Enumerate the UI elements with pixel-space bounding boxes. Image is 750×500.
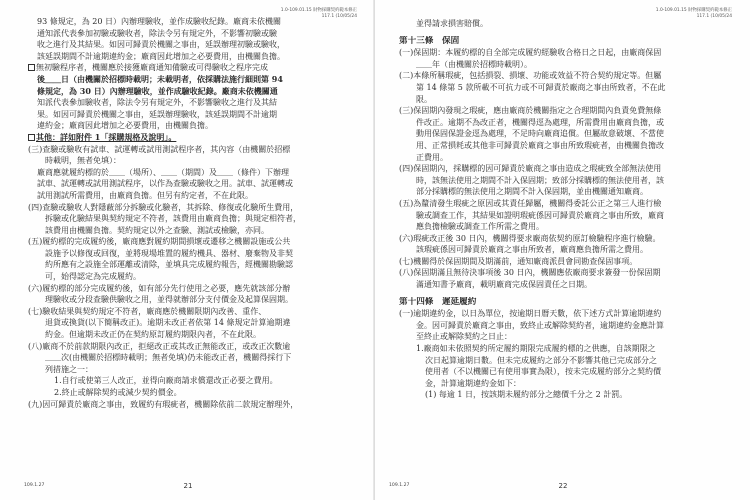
text-line: 次日起算逾期日數。但未完成履約之部分不影響其他已完成部分之 (425, 355, 657, 365)
text-line: 該延誤期間不計逾期違約金；廠商因此增加之必要費用，由機關負擔。 (37, 51, 285, 61)
list-item: 1.廠商如未依照契約所定履約期限完成履約標的之供應，自該期限之 (416, 344, 656, 354)
text-line: 無初驗程序者，機關應於接獲廠商通知備驗或可得驗收之程序完成 (36, 63, 268, 73)
text-line: 動用保固保證金逕為處理，不足時向廠商追償。但屬故意破壞、不當使 (416, 129, 664, 139)
text-line: 部分採購標的無法使用之期間不計入保固期，並由機關通知廠商。 (416, 187, 648, 197)
text-line: 知派代表參加驗收者，除法令另有規定外，不影響驗收之進行及其結 (37, 98, 277, 108)
clause-3: (三)查驗或驗收有試車、試運轉或試用測試程序者，其內容（由機關於招標 (28, 144, 291, 154)
text-line: 限。 (416, 94, 432, 104)
clause-5: (五)履約標的完成履約後，廠商應對履約期間損壞或遷移之機關設施或公共 (28, 237, 291, 247)
text-line: 使用者（不以機關已有使用事實為限），按未完成履約部分之契約價 (425, 367, 661, 377)
text-line: 條規定，為 30 日）內辦理驗收，並作成驗收紀錄。廠商未依機關通 (37, 85, 278, 96)
text-line: 金，計算逾期違約金如下： (425, 378, 521, 388)
clause-6: (六)履約標的部分完成履約後，如有部分先行使用之必要，應先就該部分辦 (28, 283, 291, 293)
text-line: 時，該無法使用之期間不計入保固期；致部分採購標的無法使用者，該 (416, 175, 664, 185)
text-line: 正費用。 (416, 152, 448, 162)
clause-7: (七)驗收結果與契約規定不符者，廠商應於機關限期內改善、重作、 (28, 306, 267, 316)
text-line: 驗或調查工作，其結果如證明瑕疵係因可歸責於廠商之事由所致，廠商 (416, 210, 664, 220)
text-line: 退貨或換貨(以下簡稱改正)。逾期未改正者依第 14 條規定計算逾期違 (45, 318, 291, 328)
checkbox-icon (28, 134, 35, 141)
text-line: 列措施之一： (45, 364, 93, 374)
clause-1: (一)逾期違約金，以日為單位，按逾期日曆天數，依下述方式計算逾期違約 (399, 309, 662, 319)
list-item: 1.自行或使第三人改正，並得向廠商請求償還改正必要之費用。 (54, 376, 278, 386)
article-13-heading: 第十三條 保固 (399, 35, 460, 46)
text-line: 設施予以修復或回復，並將現場堆置的履約機具、器材、廢棄物及非契 (45, 248, 293, 258)
page-22 (375, 0, 750, 500)
clause-6: (六)瑕疵改正後 30 日內，機關得要求廠商依契約原訂檢驗程序進行檢驗。 (399, 233, 661, 243)
page-body (28, 16, 358, 410)
running-head: 1.0-109.01.15 財物採購契約範本修正 117.1 (10/05/24 (280, 8, 357, 20)
text-line: 滿通知書予廠商，載明廠商完成保固責任之日期。 (416, 280, 592, 290)
text-line: 通知派代表參加初驗或驗收者，除法令另有規定外，不影響初驗或驗 (37, 28, 277, 38)
text-line: ＿＿次(由機關於招標時載明；無者免填)仍未能改正者，機關得採行下 (45, 353, 292, 363)
page-body (399, 18, 735, 401)
clause-4: (四)查驗或驗收人對隱蔽部分拆驗或化驗者，其拆除、修復或化驗所生費用， (28, 202, 299, 212)
text-line: 該瑕疵係因可歸責於廠商之事由所致者，廠商應負擔所需之費用。 (416, 245, 648, 255)
text-line: 拆驗或化驗結果與契約規定不符者，該費用由廠商負擔；與規定相符者， (45, 214, 301, 224)
clause-3: (三)保固期內發現之瑕疵，應由廠商於機關指定之合理期間內負責免費無條 (399, 106, 662, 116)
clause-7: (七)機關得於保固期間及期滿前，通知廠商派員會同勘查保固事項。 (399, 256, 638, 266)
text-line: 違約金；廠商因此增加之必要費用，由機關負擔。 (37, 121, 213, 131)
clause-4: (四)保固期內，採購標的因可歸責於廠商之事由造成之瑕疵致全部無法使用 (399, 164, 662, 174)
list-item: (1) 每逾 1 日，按該期未履約部分之總價千分之 2 計罰。 (425, 390, 628, 400)
clause-8: (八)保固期滿且無待決事項後 30 日內，機關應依廠商要求簽發一份保固期 (399, 268, 661, 278)
text-line: 93 條規定，為 20 日）內辦理驗收，並作成驗收紀錄。廠商未依機關 (37, 17, 281, 26)
running-head: 1.0-109.01.15 財物採購契約範本修正 117.1 (10/05/24 (655, 8, 732, 20)
text-line: 第 14 條第 5 款所載不可抗力或不可歸責於廠商之事由所致者，不在此 (416, 82, 666, 92)
text-line: 並得請求損害賠償。 (416, 19, 488, 28)
text-line: 時載明，無者免填）： (45, 156, 121, 166)
text-line: 件改正。逾期不為改正者，機關得逕為處理，所需費用由廠商負擔，或 (416, 117, 664, 127)
checkbox-icon (28, 64, 35, 71)
list-item: 2.終止或解除契約或減少契約價金。 (54, 388, 182, 397)
footer-date: 109.1.27 (24, 483, 45, 488)
page-number: 21 (183, 482, 193, 490)
clause-8: (八)廠商不於前款期限內改正，拒絕改正或其改正無能改正，或改正次數逾 (28, 341, 291, 351)
text-line: 廠商應就履約標的於＿＿（場所）、＿＿（期間）及＿＿（條件）下辦理 (37, 167, 289, 177)
clause-2: (二)本條所稱瑕疵，包括損裂、損壞、功能或效益不符合契約規定等。但屬 (399, 71, 662, 81)
footer-date: 109.1.27 (389, 483, 410, 488)
text-line: ＿＿年（由機關於招標時載明）。 (416, 59, 532, 69)
clause-5: (五)為釐清發生瑕疵之原因或其責任歸屬，機關得委託公正之第三人進行檢 (399, 198, 662, 208)
text-line: 該費用由機關負擔。契約規定以外之查驗、測試或檢驗，亦同。 (45, 225, 269, 235)
page-number: 22 (558, 482, 568, 490)
article-14-heading: 第十四條 遲延履約 (399, 296, 477, 307)
text-line: 試用測試所需費用，由廠商負擔。但另有約定者，不在此限。 (37, 190, 253, 200)
text-line: 約所應有之設施全部運離或清除，並填具完成履約報告，經機關勘驗認 (45, 260, 293, 270)
text-line: 後＿＿日（由機關於招標時載明；未載明者，依採購法施行細則第 94 (37, 73, 283, 84)
text-line: 收之進行及其結果。如因可歸責於機關之事由，延誤辦理初驗或驗收， (37, 40, 285, 50)
text-line: 可，始得認定為完成履約。 (45, 272, 141, 282)
text-line: 應負擔檢驗或調查工作所需之費用。 (416, 222, 544, 232)
text-line: 理驗收或分段查驗供驗收之用，並得就辦部分支付價金及起算保固期。 (45, 295, 293, 305)
text-line: 至終止或解除契約之日止： (416, 332, 512, 342)
text-line: 用、正常損耗或其他非可歸責於廠商之事由所致瑕疵者，由機關負擔改 (416, 140, 664, 150)
text-line: 約金。但逾期未改正仍在契約原訂履約期限內者，不在此限。 (45, 330, 261, 340)
clause-9: (九)因可歸責於廠商之事由，致履約有瑕疵者，機關除依前二款規定辦理外， (28, 399, 299, 409)
text-line: 果。如因可歸責於機關之事由，延誤辦理驗收，該延誤期間不計逾期 (37, 109, 277, 119)
text-line: 金。因可歸責於廠商之事由，致終止或解除契約者，逾期違約金應計算 (416, 320, 664, 330)
clause-1: (一)保固期：本履約標的自全部完成履約經驗收合格日之日起，由廠商保固 (399, 48, 662, 58)
text-line: 其他：詳如附件 1「採購規格及說明」。 (36, 131, 177, 142)
text-line: 試車、試運轉或試用測試程序，以作為查驗或驗收之用。試車、試運轉或 (37, 179, 293, 189)
